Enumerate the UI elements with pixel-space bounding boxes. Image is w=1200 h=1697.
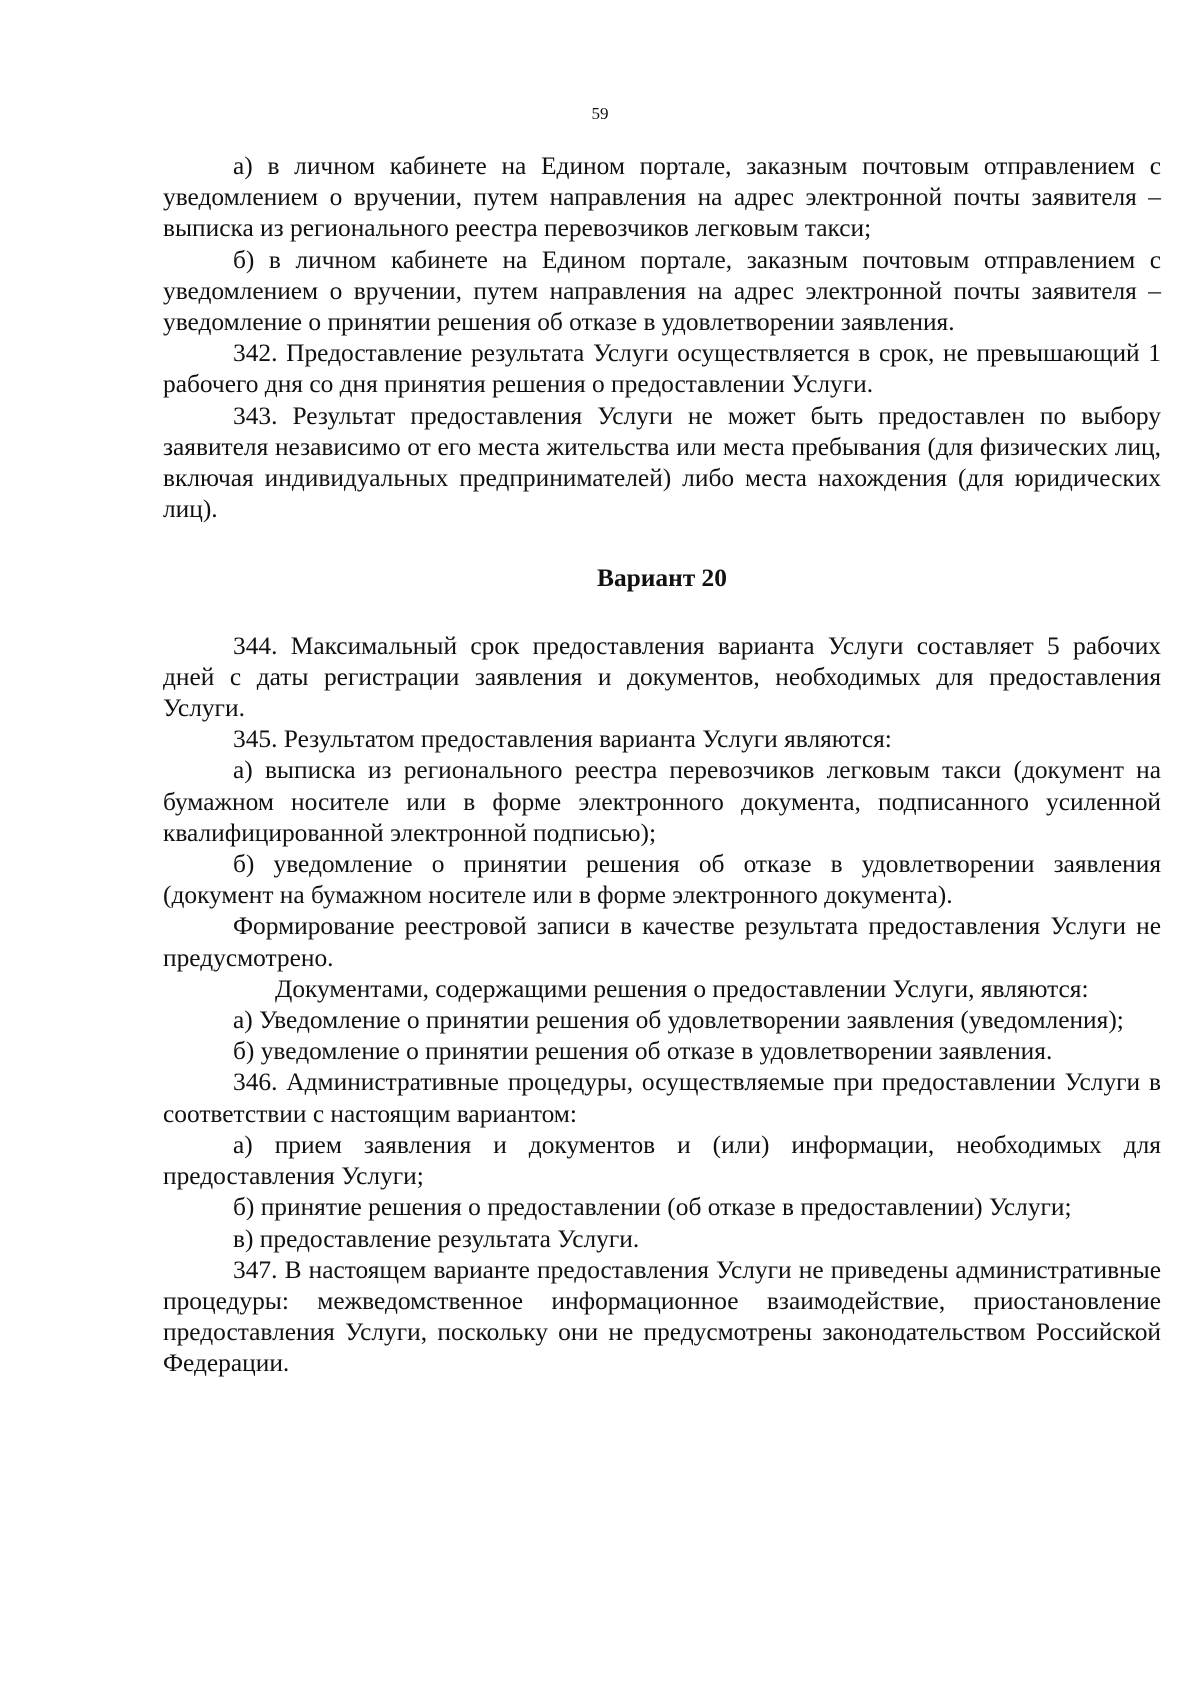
paragraph-343: 343. Результат предоставления Услуги не может быть предоставлен по выбору заявителя независимо от его места жительства или места пребывания (для физических лиц, включая индивидуальных предпринимателей) либо места нахождения (для юридических лиц). bbox=[163, 401, 1161, 524]
paragraph-346-c: в) предоставление результата Услуги. bbox=[233, 1224, 640, 1253]
paragraph-delivery-a: а) в личном кабинете на Едином портале, заказным почтовым отправлением с уведомлением о вручении, путем направления на адрес электронной почты заявителя – выписка из регионального реестра перевозчиков легковым такси; bbox=[163, 152, 1161, 243]
paragraph-decision-documents: Документами, содержащими решения о предоставлении Услуги, являются: bbox=[275, 974, 1089, 1003]
paragraph-344: 344. Максимальный срок предоставления варианта Услуги составляет 5 рабочих дней с даты регистрации заявления и документов, необходимых для предоставления Услуги. bbox=[163, 631, 1161, 723]
section-heading: Вариант 20 bbox=[597, 564, 727, 593]
paragraph-345-a: а) выписка из регионального реестра перевозчиков легковым такси (документ на бумажном носителе или в форме электронного документа, подписанного усиленной квалифицированной электронной подписью); bbox=[163, 756, 1161, 847]
paragraph-decision-a: а) Уведомление о принятии решения об удовлетворении заявления (уведомления); bbox=[233, 1006, 1124, 1035]
document-body bbox=[163, 151, 1161, 1380]
paragraph-345: 345. Результатом предоставления варианта Услуги являются: bbox=[233, 725, 892, 754]
paragraph-registry-note: Формирование реестровой записи в качестве результата предоставления Услуги не предусмотрено. bbox=[163, 912, 1161, 972]
paragraph-342: 342. Предоставление результата Услуги осуществляется в срок, не превышающий 1 рабочего дня со дня принятия решения о предоставлении Услуги. bbox=[163, 339, 1161, 399]
page-number: 59 bbox=[591, 104, 609, 123]
paragraph-346-b: б) принятие решения о предоставлении (об отказе в предоставлении) Услуги; bbox=[233, 1193, 1072, 1222]
paragraph-decision-b: б) уведомление о принятии решения об отказе в удовлетворении заявления. bbox=[233, 1037, 1053, 1066]
paragraph-346: 346. Административные процедуры, осуществляемые при предоставлении Услуги в соответствии с настоящим вариантом: bbox=[163, 1068, 1161, 1128]
paragraph-345-b: б) уведомление о принятии решения об отказе в удовлетворении заявления (документ на бумажном носителе или в форме электронного документа). bbox=[163, 850, 1161, 910]
paragraph-347: 347. В настоящем варианте предоставления Услуги не приведены административные процедуры: межведомственное информационное взаимодействие, приостановление предоставления Услуги, поскольку они не предусмотрены законодательством Российской Федерации. bbox=[163, 1255, 1161, 1378]
paragraph-delivery-b: б) в личном кабинете на Едином портале, заказным почтовым отправлением с уведомлением о вручении, путем направления на адрес электронной почты заявителя – уведомление о принятии решения об отказе в удовлетворении заявления. bbox=[163, 245, 1161, 337]
paragraph-346-a: а) прием заявления и документов и (или) информации, необходимых для предоставления Услуги; bbox=[163, 1130, 1161, 1191]
